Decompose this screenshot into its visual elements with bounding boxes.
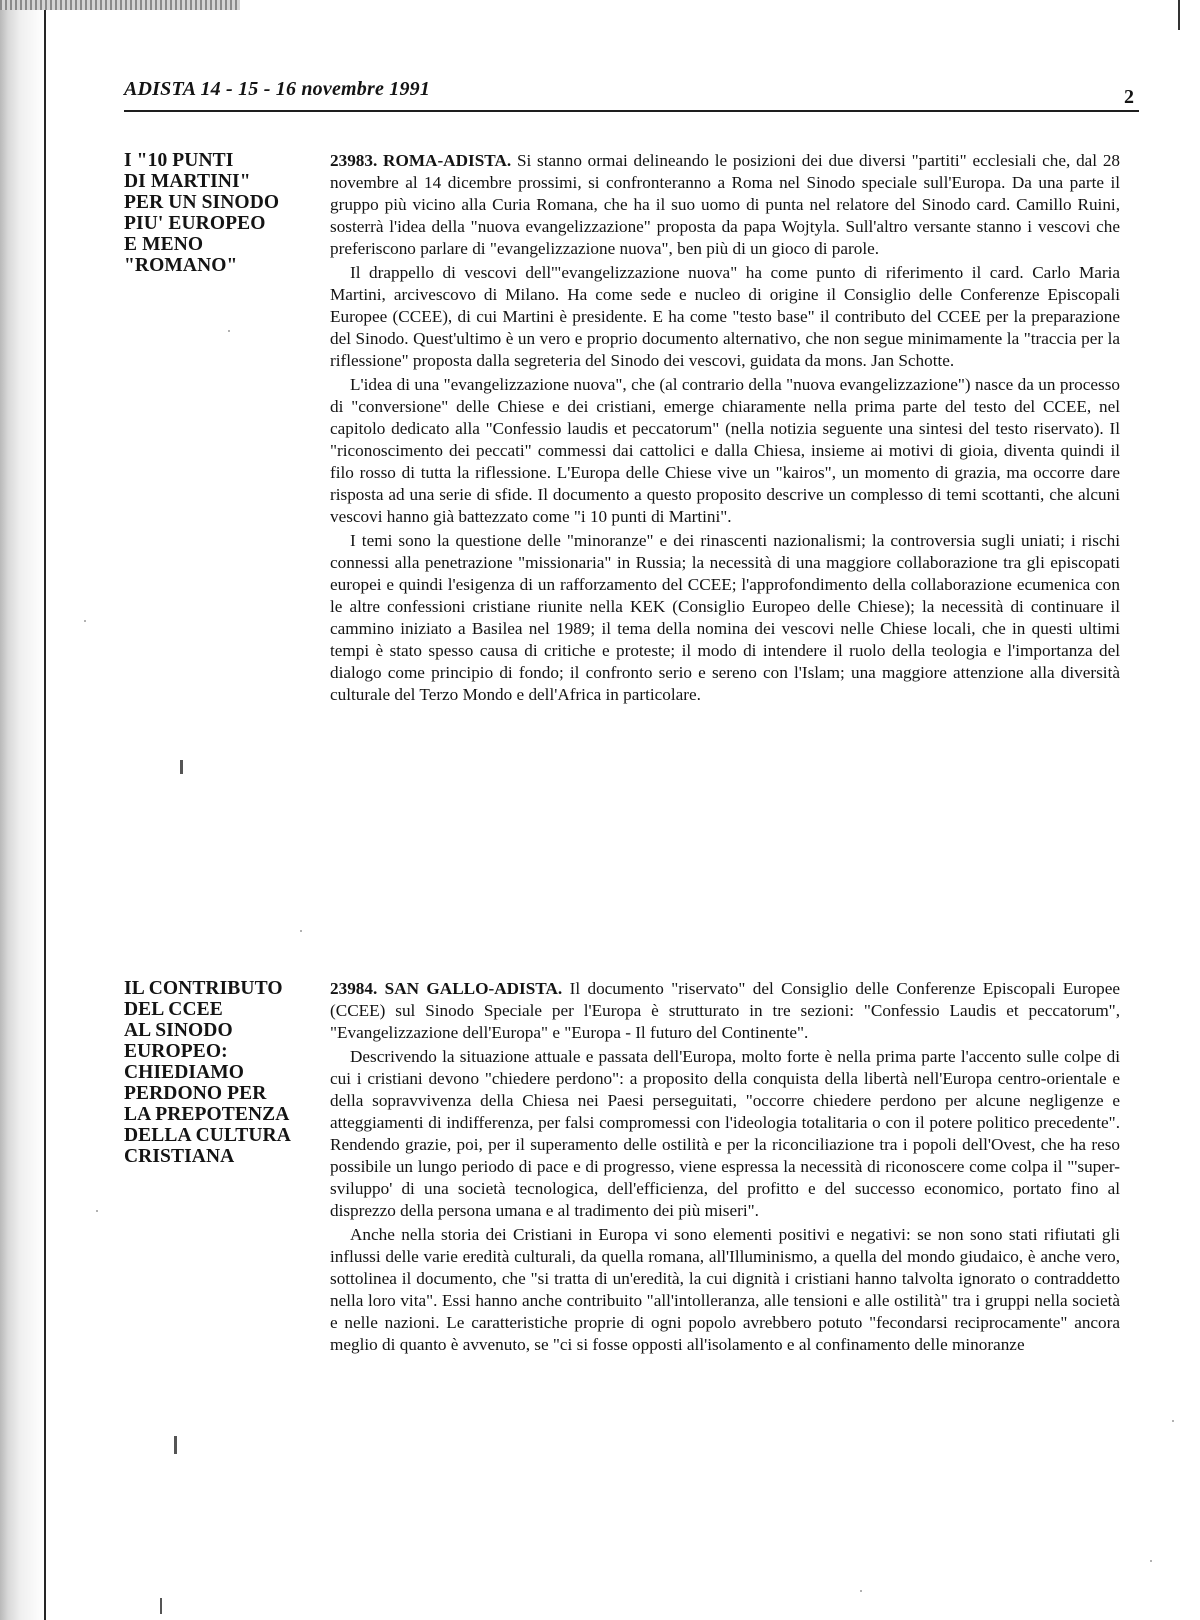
headline-line: EUROPEO:	[124, 1041, 228, 1062]
headline-line: CHIEDIAMO	[124, 1062, 245, 1083]
headline-line: PER UN SINODO	[124, 192, 280, 213]
article-paragraph: Il drappello di vescovi dell'"evangelizzazione nuova" ha come punto di riferimento il card. Carlo Maria Martini, arcivescovo di Milano. Ha come sede e nucleo di origine il Consiglio delle Conferenze Episcopali Europee (CCEE), di cui Martini è presidente. E ha come "testo base" il contributo del CCEE per la preparazione del Sinodo. Quest'ultimo è un vero e proprio documento alternativo, che non segue minimamente la "traccia per la riflessione" proposta dalla segreteria del Sinodo dei vescovi, guidata da mons. Jan Schotte.	[330, 263, 1120, 370]
headline-line: DELLA CULTURA	[124, 1125, 291, 1146]
scan-edge-line	[44, 0, 46, 1620]
scan-top-noise	[0, 0, 240, 10]
article-1-headline	[124, 150, 316, 276]
article-1-body	[330, 150, 1120, 708]
article-paragraph: Anche nella storia dei Cristiani in Europa vi sono elementi positivi e negativi: se non sono stati rifiutati gli influssi delle varie eredità culturali, da quella romana, all'Illuminismo, a quella del mondo giudaico, è anche vero, sottolinea il documento, che "si tratta di un'eredità, la cui dignità i cristiani hanno talvolta ignorato o contraddetto nella loro vita". Essi hanno anche contribuito "all'intolleranza, alle tensioni e alle ostilità" tra i gruppi nella società e nelle nazioni. Le caratteristiche proprie di ogni popolo avrebbero potuto "fecondarsi reciprocamente" ancora meglio di quanto è avvenuto, se "ci si fosse opposti all'isolamento e al confinamento delle minoranze	[330, 1225, 1120, 1354]
scan-speck	[84, 620, 86, 622]
headline-line: PERDONO PER	[124, 1083, 267, 1104]
scan-corner-mark	[1178, 0, 1180, 30]
page-header	[124, 78, 1134, 108]
article-paragraph	[330, 150, 1120, 260]
scan-speck	[860, 1590, 862, 1592]
header-rule	[124, 110, 1139, 112]
scan-speck	[180, 760, 183, 774]
article-dateline: SAN GALLO-ADISTA.	[384, 979, 563, 998]
headline-line: DEL CCEE	[124, 999, 223, 1020]
paragraph-text: Si stanno ormai delineando le posizioni dei due diversi "partiti" ecclesiali che, dal 28 novembre al 14 dicembre prossimi, si confronteranno a Roma nel Sinodo speciale sull'Europa. Da una parte il gruppo più vicino alla Curia Romana, che ha il suo uomo di punta nel relatore del Sinodo card. Camillo Ruini, sosterrà l'idea della "nuova evangelizzazione" proposta da papa Wojtyla. Sull'altro versante stanno i vescovi che preferiscono parlare di "evangelizzazione nuova", ben più di un gioco di parole.	[330, 151, 1121, 258]
masthead: ADISTA 14 - 15 - 16 novembre 1991	[124, 78, 431, 100]
headline-line: DI MARTINI"	[124, 171, 251, 192]
scan-speck	[174, 1436, 177, 1454]
article-code: 23984.	[330, 979, 378, 998]
scan-speck	[96, 1210, 98, 1212]
headline-line: AL SINODO	[124, 1020, 233, 1041]
headline-line: LA PREPOTENZA	[124, 1104, 290, 1125]
headline-line: I "10 PUNTI	[124, 150, 234, 171]
scan-speck	[160, 1598, 162, 1614]
headline-line: "ROMANO"	[124, 255, 238, 276]
headline-line: CRISTIANA	[124, 1146, 235, 1167]
article-paragraph: I temi sono la questione delle "minoranze" e dei rinascenti nazionalismi; la controversia sugli uniati; i rischi connessi alla penetrazione "missionaria" in Russia; la necessità di una maggiore collaborazione tra gli episcopati europei e quindi l'esigenza di un rafforzamento del CCEE; l'approfondimento della collaborazione ecumenica con le altre confessioni cristiane riunite nella KEK (Consiglio Europeo delle Chiese); la necessità di continuare il cammino iniziato a Basilea nel 1989; il tema della nomina dei vescovi nelle Chiese locali, che in questi ultimi tempi è stato spesso causa di critiche e proteste; il modo di intendere il ruolo della teologia e l'importanza del dialogo come principio di fondo; il confronto serio e sereno con l'Islam; una maggiore attenzione alla diversità culturale del Terzo Mondo e dell'Africa in particolare.	[330, 531, 1120, 704]
article-code: 23983.	[330, 151, 378, 170]
article-paragraph	[330, 978, 1120, 1044]
article-2-body	[330, 978, 1120, 1358]
article-paragraph: L'idea di una "evangelizzazione nuova", che (al contrario della "nuova evangelizzazione") nasce da un processo di "conversione" delle Chiese e dei cristiani, emerge chiaramente nella prima parte del testo del CCEE, nel capitolo dedicato alla "Confessio laudis et peccatorum" (nella notizia seguente una sintesi del testo riservato). Il "riconoscimento dei peccati" commessi dai cattolici e dalla Chiesa, insieme ai motivi di gioia, diventa quindi il filo rosso di tutta la riflessione. L'Europa delle Chiese vive un "kairos", un momento di grazia, ma occorre dare risposta ad una serie di sfide. Il documento a questo proposito descrive un complesso di temi scottanti, che alcuni vescovi hanno già battezzato come "i 10 punti di Martini".	[330, 375, 1120, 526]
article-dateline: ROMA-ADISTA.	[383, 151, 512, 170]
scan-speck	[1172, 1420, 1174, 1422]
scan-speck	[300, 930, 302, 932]
headline-line: IL CONTRIBUTO	[124, 978, 283, 999]
headline-line: E MENO	[124, 234, 204, 255]
scan-speck	[1150, 1560, 1152, 1562]
scan-speck	[228, 330, 230, 332]
page-number: 2	[1124, 86, 1134, 108]
paragraph-text: Il documento "riservato" del Consiglio delle Conferenze Episcopali Europee (CCEE) sul Sinodo Speciale per l'Europa è strutturato in tre sezioni: "Confessio Laudis et peccatorum", "Evangelizzazione dell'Europa" e "Europa - Il futuro del Continente".	[330, 979, 1121, 1042]
article-paragraph: Descrivendo la situazione attuale e passata dell'Europa, molto forte è nella prima parte l'accento sulle colpe di cui i cristiani devono "chiedere perdono": a proposito della conquista della libertà nell'Europa centro-orientale e della sopravvivenza della Chiesa nei Paesi perseguitati, "occorre chiedere perdono per alcune negligenze e atteggiamenti di indifferenza, per falsi compromessi con l'ideologia totalitaria o con il potere politico precedente". Rendendo grazie, poi, per il superamento delle ostilità e per la riconciliazione tra i popoli dell'Ovest, che ha reso possibile un lungo periodo di pace e di progresso, viene espressa la necessità di riconoscere come colpa il "'super-sviluppo' di una società tecnologica, dell'efficienza, del profitto e del successo economico, portato fino al disprezzo della persona umana e al tradimento dei più miseri".	[330, 1047, 1120, 1220]
scan-edge-shadow	[0, 0, 44, 1620]
headline-line: PIU' EUROPEO	[124, 213, 266, 234]
article-2-headline	[124, 978, 316, 1167]
